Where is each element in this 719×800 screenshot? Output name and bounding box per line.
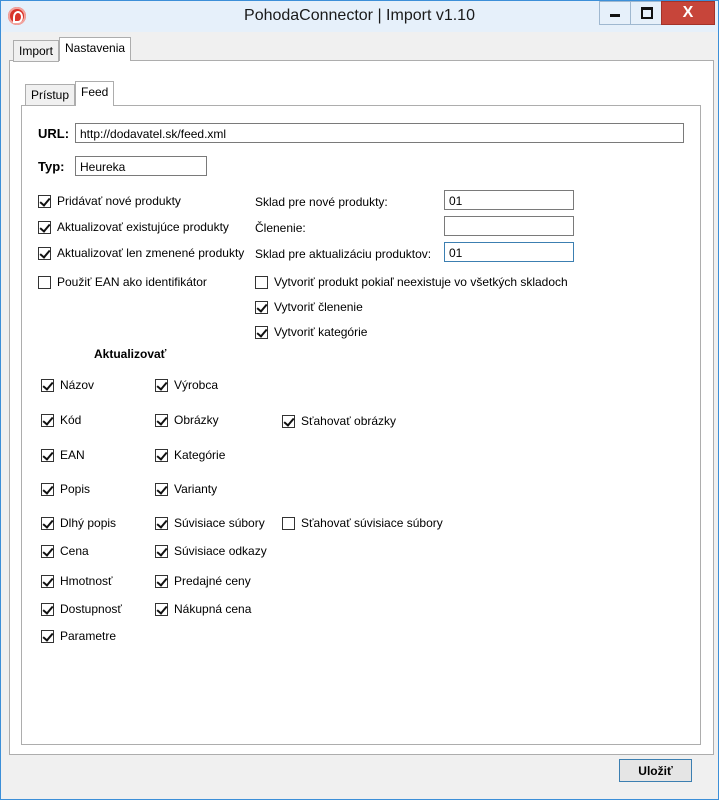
window-title: PohodaConnector | Import v1.10 [244, 7, 475, 24]
checkbox-icon [155, 603, 168, 616]
minimize-button[interactable] [599, 1, 632, 25]
checkbox-aktualizovat-zmenene[interactable]: Aktualizovať len zmenené produkty [38, 246, 244, 260]
checkbox-icon [41, 379, 54, 392]
url-input[interactable]: http://dodavatel.sk/feed.xml [75, 123, 684, 143]
checkbox-icon [41, 483, 54, 496]
checkbox-suvisiace-odkazy[interactable]: Súvisiace odkazy [155, 544, 267, 558]
checkbox-icon [155, 545, 168, 558]
typ-label: Typ: [38, 159, 65, 174]
checkbox-icon [41, 630, 54, 643]
checkbox-icon [282, 415, 295, 428]
checkbox-icon [255, 276, 268, 289]
checkbox-varianty[interactable]: Varianty [155, 482, 217, 496]
clenenie-label: Členenie: [255, 221, 306, 235]
save-button[interactable]: Uložiť [619, 759, 692, 782]
checkbox-vytvorit-kategorie[interactable]: Vytvoriť kategórie [255, 325, 367, 339]
checkbox-icon [41, 414, 54, 427]
checkbox-dlhy-popis[interactable]: Dlhý popis [41, 516, 116, 530]
maximize-button[interactable] [630, 1, 663, 25]
checkbox-icon [155, 517, 168, 530]
checkbox-icon [38, 221, 51, 234]
checkbox-icon [41, 449, 54, 462]
checkbox-icon [38, 195, 51, 208]
checkbox-suvisiace-subory[interactable]: Súvisiace súbory [155, 516, 265, 530]
checkbox-icon [155, 379, 168, 392]
minimize-icon [610, 14, 620, 17]
sklad-update-input[interactable]: 01 [444, 242, 574, 262]
checkbox-vyrobca[interactable]: Výrobca [155, 378, 218, 392]
checkbox-icon [41, 575, 54, 588]
maximize-icon [641, 7, 653, 19]
clenenie-input[interactable] [444, 216, 574, 236]
checkbox-icon [38, 247, 51, 260]
checkbox-icon [282, 517, 295, 530]
checkbox-icon [155, 449, 168, 462]
tab-nastavenia[interactable]: Nastavenia [59, 37, 131, 61]
checkbox-icon [41, 603, 54, 616]
checkbox-icon [38, 276, 51, 289]
checkbox-icon [255, 301, 268, 314]
sklad-update-label: Sklad pre aktualizáciu produktov: [255, 247, 432, 261]
checkbox-icon [41, 545, 54, 558]
checkbox-icon [41, 517, 54, 530]
title-bar [1, 1, 718, 32]
checkbox-hmotnost[interactable]: Hmotnosť [41, 574, 113, 588]
checkbox-vytvorit-clenenie[interactable]: Vytvoriť členenie [255, 300, 363, 314]
checkbox-obrazky[interactable]: Obrázky [155, 413, 219, 427]
checkbox-stahovat-subory[interactable]: Sťahovať súvisiace súbory [282, 516, 443, 530]
checkbox-aktualizovat-existujuce[interactable]: Aktualizovať existujúce produkty [38, 220, 229, 234]
checkbox-icon [255, 326, 268, 339]
close-button[interactable]: X [661, 1, 715, 25]
checkbox-icon [155, 483, 168, 496]
checkbox-pouzit-ean[interactable]: Použiť EAN ako identifikátor [38, 275, 207, 289]
tab-pristup[interactable]: Prístup [25, 84, 75, 106]
checkbox-nakupna-cena[interactable]: Nákupná cena [155, 602, 251, 616]
checkbox-vytvorit-produkt[interactable]: Vytvoriť produkt pokiaľ neexistuje vo všetkých skladoch [255, 275, 568, 289]
checkbox-pridavat-nove[interactable]: Pridávať nové produkty [38, 194, 181, 208]
checkbox-icon [155, 414, 168, 427]
typ-input[interactable]: Heureka [75, 156, 207, 176]
sklad-new-input[interactable]: 01 [444, 190, 574, 210]
checkbox-cena[interactable]: Cena [41, 544, 89, 558]
checkbox-nazov[interactable]: Názov [41, 378, 94, 392]
checkbox-kategorie[interactable]: Kategórie [155, 448, 225, 462]
checkbox-stahovat-obrazky[interactable]: Sťahovať obrázky [282, 414, 396, 428]
checkbox-popis[interactable]: Popis [41, 482, 90, 496]
checkbox-icon [155, 575, 168, 588]
tab-feed[interactable]: Feed [75, 81, 114, 106]
tab-import[interactable]: Import [13, 40, 59, 62]
aktualizovat-heading: Aktualizovať [94, 347, 167, 361]
checkbox-dostupnost[interactable]: Dostupnosť [41, 602, 122, 616]
checkbox-predajne-ceny[interactable]: Predajné ceny [155, 574, 251, 588]
checkbox-kod[interactable]: Kód [41, 413, 81, 427]
checkbox-parametre[interactable]: Parametre [41, 629, 116, 643]
checkbox-ean[interactable]: EAN [41, 448, 85, 462]
sklad-new-label: Sklad pre nové produkty: [255, 195, 388, 209]
url-label: URL: [38, 126, 70, 141]
